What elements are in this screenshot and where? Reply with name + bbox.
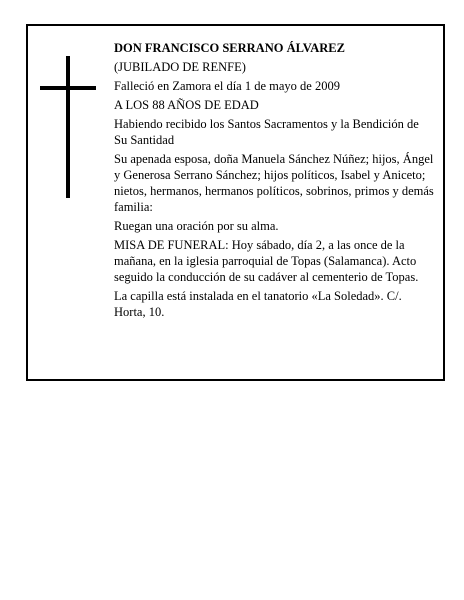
age-at-death: A LOS 88 AÑOS DE EDAD	[114, 98, 259, 112]
family-text: Su apenada esposa, doña Manuela Sánchez Núñez; hijos, Ángel y Generosa Serrano Sánchez; hijos políticos, Isabel y Aniceto; nietos, hermanos, hermanos políticos, sobrinos, primos y demás familia:	[114, 152, 434, 214]
prayer-request: Ruegan una oración por su alma.	[114, 219, 279, 233]
deceased-occupation: (JUBILADO DE RENFE)	[114, 60, 246, 74]
funeral-info: MISA DE FUNERAL: Hoy sábado, día 2, a las once de la mañana, en la iglesia parroquial de Topas (Salamanca). Acto seguido la conducción de su cadáver al cementerio de Topas.	[114, 238, 419, 284]
deceased-name: DON FRANCISCO SERRANO ÁLVAREZ	[114, 41, 345, 55]
sacraments-text: Habiendo recibido los Santos Sacramentos y la Bendición de Su Santidad	[114, 117, 419, 147]
obituary-text	[114, 40, 434, 323]
cross-icon	[40, 56, 96, 198]
cross-vertical-bar	[66, 56, 70, 198]
obituary-notice	[26, 24, 445, 381]
cross-horizontal-bar	[40, 86, 96, 90]
chapel-info: La capilla está instalada en el tanatorio «La Soledad». C/. Horta, 10.	[114, 289, 402, 319]
death-info: Falleció en Zamora el día 1 de mayo de 2009	[114, 79, 340, 93]
